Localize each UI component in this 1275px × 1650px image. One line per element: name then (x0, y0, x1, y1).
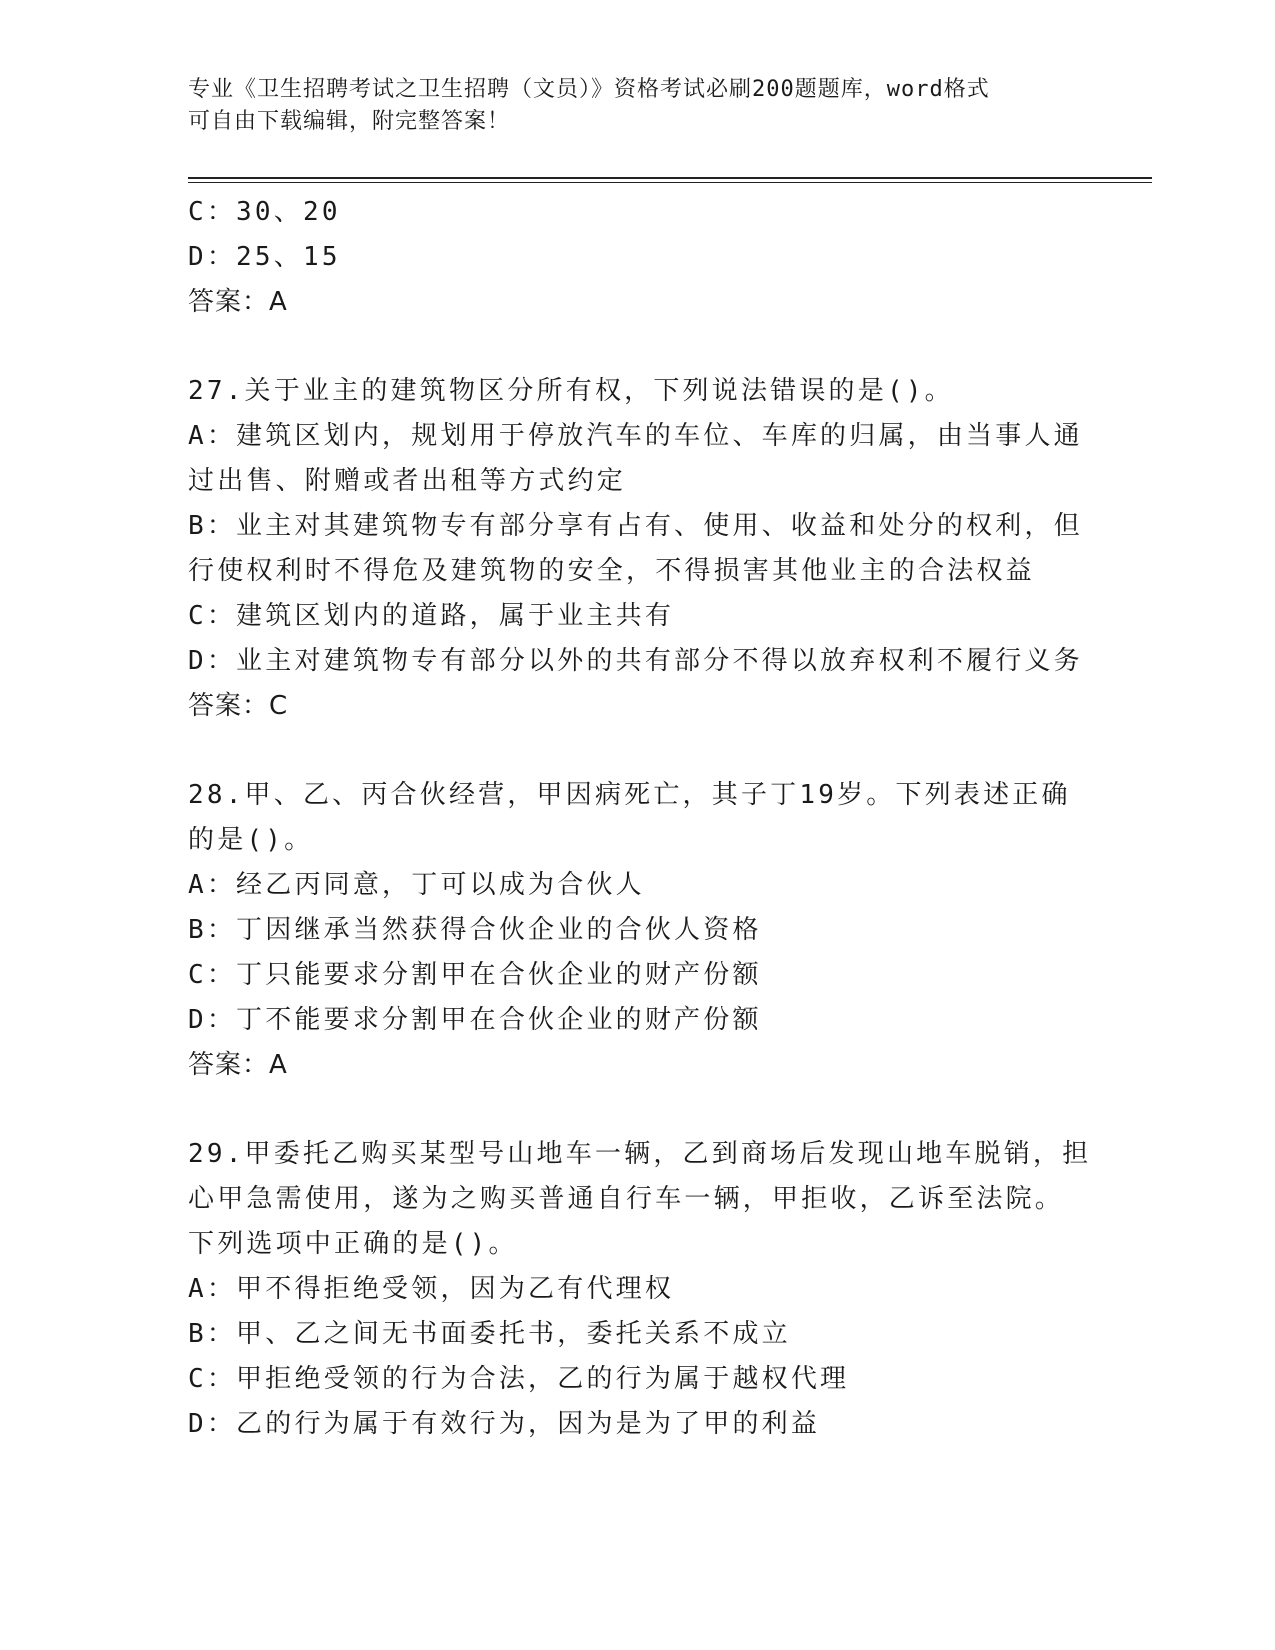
question-28-answer: 答案：A (188, 1050, 288, 1080)
question-content (188, 190, 1092, 1447)
header-rule-thick (188, 177, 1152, 179)
header-rule-thin (188, 182, 1152, 183)
question-29-stem-cont-1: 心甲急需使用，遂为之购买普通自行车一辆，甲拒收，乙诉至法院。 (188, 1184, 1065, 1214)
question-29-option-c: C：甲拒绝受领的行为合法，乙的行为属于越权代理 (188, 1364, 850, 1394)
question-27-option-d: D：业主对建筑物专有部分以外的共有部分不得以放弃权利不履行义务 (188, 646, 1083, 676)
prev-option-c: C：30、20 (188, 197, 341, 227)
question-29-stem-cont-2: 下列选项中正确的是()。 (188, 1229, 518, 1259)
spacer (188, 325, 1088, 369)
header-line-2: 可自由下载编辑，附完整答案！ (188, 109, 511, 134)
question-28-stem: 28.甲、乙、丙合伙经营，甲因病死亡，其子丁19岁。下列表述正确 (188, 780, 1071, 810)
question-27-option-a-cont: 过出售、附赠或者出租等方式约定 (188, 466, 627, 496)
question-28-stem-cont: 的是()。 (188, 825, 314, 855)
prev-option-d: D：25、15 (188, 242, 341, 272)
question-28-option-d: D：丁不能要求分割甲在合伙企业的财产份额 (188, 1005, 762, 1035)
question-29-option-a: A：甲不得拒绝受领，因为乙有代理权 (188, 1274, 675, 1304)
question-28-option-c: C：丁只能要求分割甲在合伙企业的财产份额 (188, 960, 762, 990)
question-27-option-a: A：建筑区划内，规划用于停放汽车的车位、车库的归属，由当事人通 (188, 421, 1083, 451)
question-28-option-a: A：经乙丙同意，丁可以成为合伙人 (188, 870, 645, 900)
question-28-option-b: B：丁因继承当然获得合伙企业的合伙人资格 (188, 915, 762, 945)
question-27-option-b-cont: 行使权利时不得危及建筑物的安全，不得损害其他业主的合法权益 (188, 556, 1035, 586)
question-27-stem: 27.关于业主的建筑物区分所有权，下列说法错误的是()。 (188, 376, 954, 406)
spacer (188, 1088, 1088, 1132)
question-29-stem: 29.甲委托乙购买某型号山地车一辆，乙到商场后发现山地车脱销，担 (188, 1139, 1092, 1169)
spacer (188, 729, 1088, 773)
question-27-option-c: C：建筑区划内的道路，属于业主共有 (188, 601, 675, 631)
question-27-option-b: B：业主对其建筑物专有部分享有占有、使用、收益和处分的权利，但 (188, 511, 1083, 541)
header-line-1: 专业《卫生招聘考试之卫生招聘（文员）》资格考试必刷200题题库，word格式 (188, 77, 990, 102)
prev-answer: 答案：A (188, 287, 288, 317)
question-29-option-d: D：乙的行为属于有效行为，因为是为了甲的利益 (188, 1409, 821, 1439)
question-27-answer: 答案：C (188, 691, 289, 721)
question-29-option-b: B：甲、乙之间无书面委托书，委托关系不成立 (188, 1319, 791, 1349)
document-header (188, 74, 1068, 138)
